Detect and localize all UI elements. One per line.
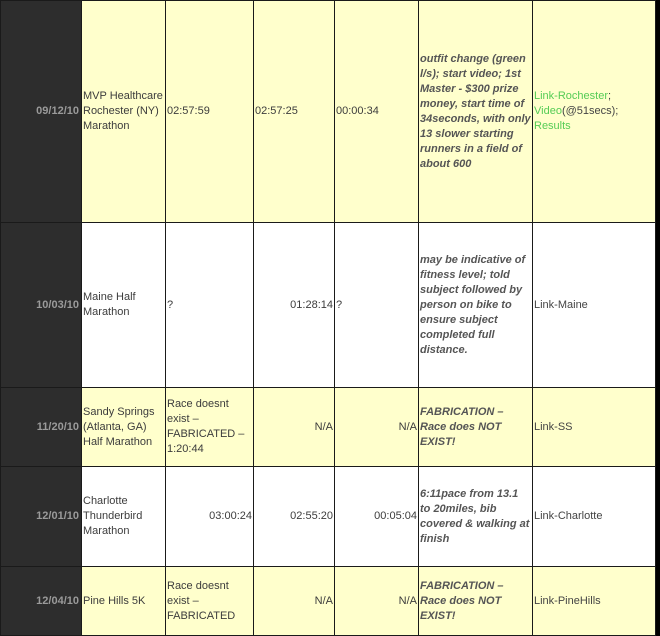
results-link[interactable]: Results [534,120,571,132]
sandy-springs-link[interactable]: Link-SS [534,420,573,433]
notes-cell: 6:11pace from 13.1 to 20miles, bib covered & walking at finish [419,467,533,567]
notes-cell: FABRICATION – Race does NOT EXIST! [419,388,533,467]
table-row [1,467,656,567]
time-cell: 02:57:59 [166,1,254,223]
race-name-cell: MVP Healthcare Rochester (NY) Marathon [82,1,166,223]
maine-link[interactable]: Link-Maine [534,298,588,311]
time-cell: 00:05:04 [335,467,419,567]
time-cell: 03:00:24 [166,467,254,567]
race-name-cell: Pine Hills 5K [82,567,166,636]
time-cell: ? [166,223,254,388]
table-row [1,223,656,388]
date-cell: 11/20/10 [1,388,82,467]
time-cell: N/A [254,567,335,636]
time-cell: 02:55:20 [254,467,335,567]
table-row [1,567,656,636]
notes-cell: may be indicative of fitness level; told subject followed by person on bike to ensure subject completed full distance. [419,223,533,388]
time-cell: 02:57:25 [254,1,335,223]
table-row [1,388,656,467]
time-cell: 00:00:34 [335,1,419,223]
date-cell: 12/01/10 [1,467,82,567]
notes-cell: outfit change (green l/s); start video; 1st Master - $300 prize money, start time of 34seconds, with only 13 slower starting runners in a field of about 600 [419,1,533,223]
race-name-cell: Charlotte Thunderbird Marathon [82,467,166,567]
links-cell [533,223,656,388]
links-cell [533,1,656,223]
time-cell: N/A [254,388,335,467]
video-link[interactable]: Video [534,105,562,117]
notes-cell: FABRICATION – Race does NOT EXIST! [419,567,533,636]
time-cell: 01:28:14 [254,223,335,388]
pine-hills-link[interactable]: Link-PineHills [534,594,601,607]
date-cell: 10/03/10 [1,223,82,388]
time-cell: N/A [335,388,419,467]
date-cell: 09/12/10 [1,1,82,223]
links-cell [533,467,656,567]
link-separator: ; [607,90,612,102]
time-cell: ? [335,223,419,388]
race-name-cell: Maine Half Marathon [82,223,166,388]
rochester-link[interactable]: Link-Rochester [534,90,608,102]
date-cell: 12/04/10 [1,567,82,636]
time-cell: Race doesnt exist – FABRICATED – 1:20:44 [166,388,254,467]
race-name-cell: Sandy Springs (Atlanta, GA) Half Marathon [82,388,166,467]
time-cell: N/A [335,567,419,636]
time-cell: Race doesnt exist – FABRICATED [166,567,254,636]
links-cell [533,567,656,636]
links-cell [533,388,656,467]
charlotte-link[interactable]: Link-Charlotte [534,510,603,522]
video-timestamp: (@51secs); [561,105,619,117]
table-row [1,1,656,223]
